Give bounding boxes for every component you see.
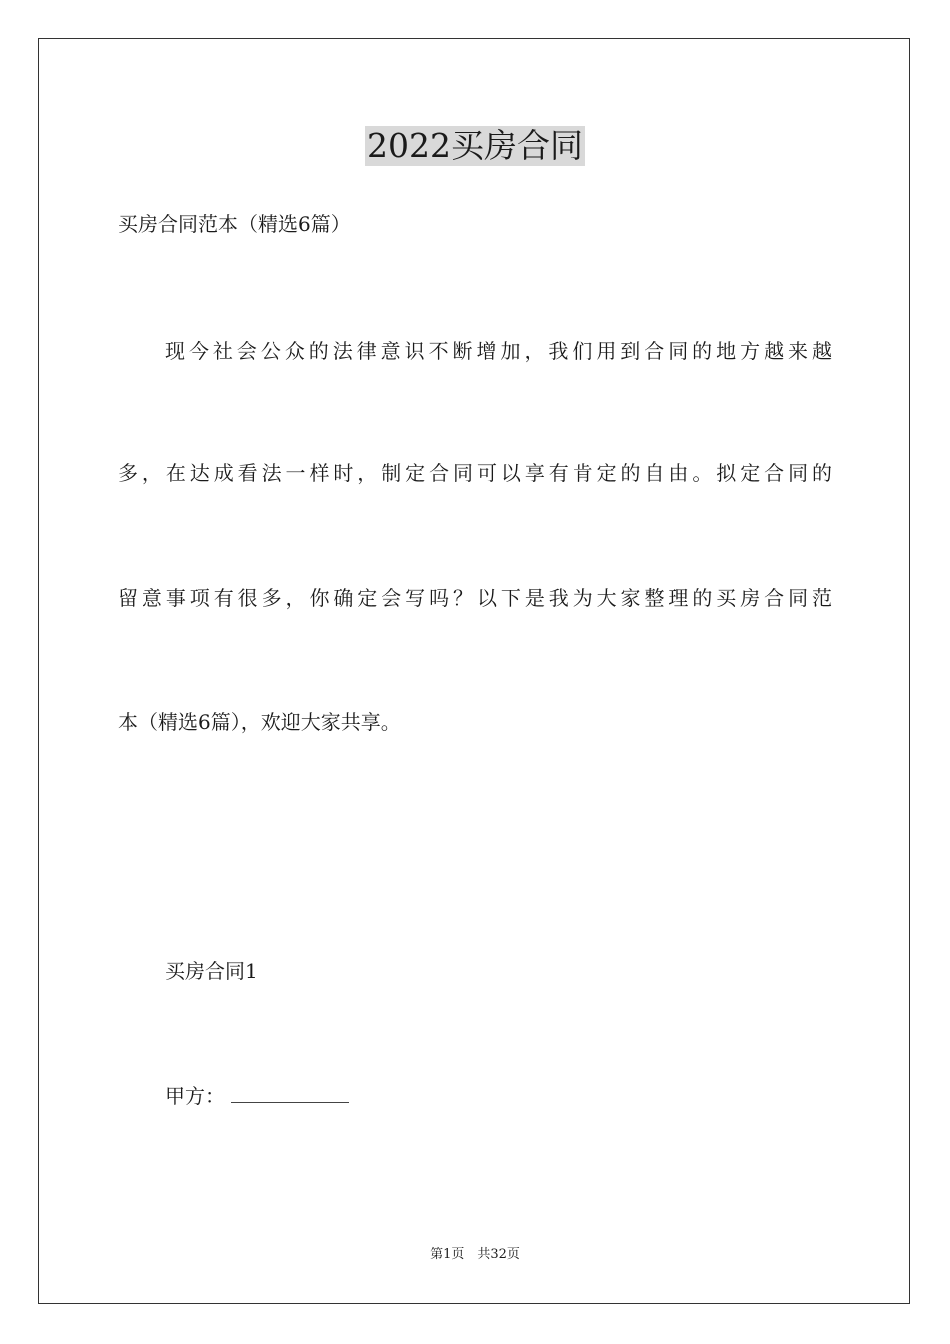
intro-line-4: 本（精选6篇），欢迎大家共享。 <box>118 710 401 734</box>
document-title: 2022买房合同 <box>367 126 583 165</box>
party-a-label: 甲方： <box>165 1084 225 1108</box>
intro-line-3: 留意事项有很多，你确定会写吗？以下是我为大家整理的买房合同范 <box>118 586 832 610</box>
party-a-row <box>165 1082 349 1110</box>
party-a-blank-line <box>231 1082 349 1103</box>
intro-line-2: 多，在达成看法一样时，制定合同可以享有肯定的自由。拟定合同的 <box>118 461 832 485</box>
title-container <box>0 126 950 166</box>
section-heading: 买房合同1 <box>165 959 258 983</box>
page-footer: 第1页 共32页 <box>430 1247 520 1262</box>
document-subtitle: 买房合同范本（精选6篇） <box>118 212 351 236</box>
intro-line-1: 现今社会公众的法律意识不断增加，我们用到合同的地方越来越 <box>165 339 832 363</box>
